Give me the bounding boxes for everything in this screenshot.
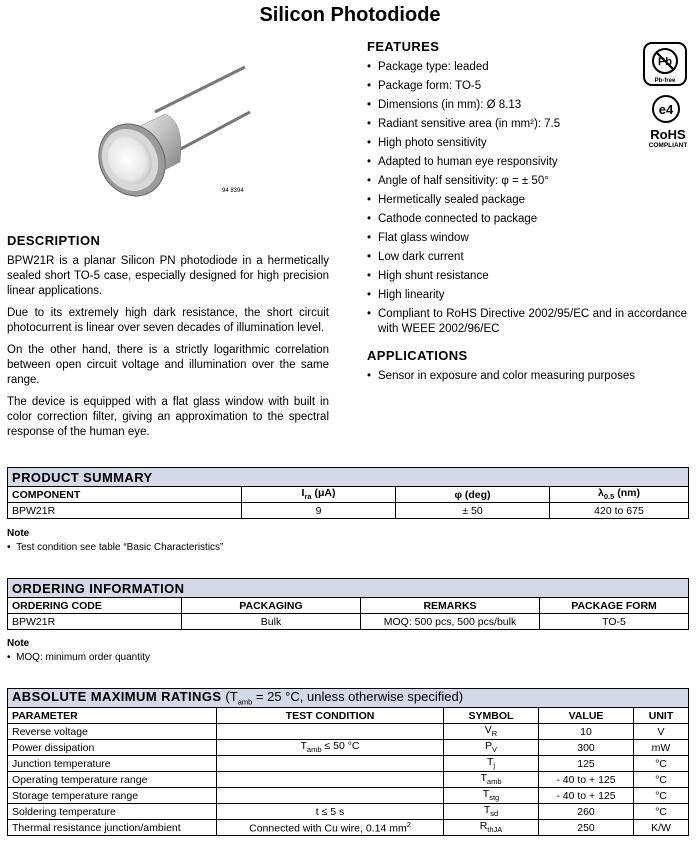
column-header: $\lambda_{0.5}$ (nm) xyxy=(550,487,689,503)
unit-cell: V xyxy=(634,724,689,740)
condition-cell: Connected with Cu wire, 0.14 $mm^2$ xyxy=(217,820,444,836)
column-header: $I_{ra}$ (μA) xyxy=(242,487,396,503)
description-paragraph: On the other hand, there is a strictly logarithmic correlation between open circuit voltage and illumination over the same range. xyxy=(7,344,329,386)
table-cell: Bulk xyxy=(182,614,361,630)
symbol-cell: $T_{stg}$ xyxy=(444,788,539,804)
table-cell: MOQ: 500 pcs, 500 pcs/bulk xyxy=(361,614,540,630)
table-cell: BPW21R xyxy=(8,614,182,630)
condition-cell xyxy=(217,756,444,772)
symbol-cell: $T_{sd}$ xyxy=(444,804,539,820)
absolute-max-ratings-table xyxy=(7,688,689,836)
value-cell: - 40 to + 125 xyxy=(539,788,634,804)
feature-item: • Hermetically sealed package xyxy=(367,193,687,208)
column-header: COMPONENT xyxy=(8,487,242,503)
product-summary-note xyxy=(7,527,223,555)
description-heading: DESCRIPTION xyxy=(7,233,101,248)
e4-logo xyxy=(651,94,681,124)
unit-cell: °C xyxy=(634,788,689,804)
unit-cell: K/W xyxy=(634,820,689,836)
column-header: REMARKS xyxy=(361,598,540,614)
rohs-text: RoHS xyxy=(650,127,686,142)
param-cell: Junction temperature xyxy=(8,756,217,772)
note-title: Note xyxy=(7,528,30,539)
unit-cell: °C xyxy=(634,772,689,788)
amr-caption-condition: ($T_{amb} = 25$ °C, unless otherwise specified) xyxy=(225,689,464,707)
pb-free-logo xyxy=(643,42,687,86)
feature-item: • Flat glass window xyxy=(367,231,687,246)
description-section xyxy=(7,233,329,447)
symbol-cell: $P_V$ xyxy=(444,740,539,756)
condition-cell xyxy=(217,724,444,740)
symbol-cell: $T_j$ xyxy=(444,756,539,772)
table-cell: ± 50 xyxy=(396,503,550,519)
feature-item: • Cathode connected to package xyxy=(367,212,687,227)
description-paragraph: The device is equipped with a flat glass window with built in color correction filter, giving an approximation to the spectral response of the human eye. xyxy=(7,396,329,438)
symbol-cell: $V_R$ xyxy=(444,724,539,740)
image-code: 94 8394 xyxy=(222,188,244,194)
rohs-compliant-text: COMPLIANT xyxy=(648,142,688,149)
value-cell: 10 xyxy=(539,724,634,740)
note-text: Test condition see table “Basic Characteristics” xyxy=(16,542,224,553)
feature-item: • Compliant to RoHS Directive 2002/95/EC and in accordance with WEEE 2002/96/EC xyxy=(367,307,687,337)
rohs-logo xyxy=(643,127,693,149)
ordering-table xyxy=(7,578,689,630)
column-header: UNIT xyxy=(634,708,689,724)
param-cell: Soldering temperature xyxy=(8,804,217,820)
pb-logo-text: Pb xyxy=(657,56,673,68)
application-item: • Sensor in exposure and color measuring purposes xyxy=(367,369,687,384)
condition-cell: t ≤ 5 s xyxy=(217,804,444,820)
table-row xyxy=(8,756,689,772)
condition-cell xyxy=(217,772,444,788)
table-cell: TO-5 xyxy=(540,614,689,630)
feature-item: • Dimensions (in mm): Ø 8.13 xyxy=(367,98,687,113)
table-cell: 9 xyxy=(242,503,396,519)
amr-caption xyxy=(8,689,689,708)
table-row xyxy=(8,788,689,804)
photodiode-image xyxy=(60,52,290,212)
param-cell: Thermal resistance junction/ambient xyxy=(8,820,217,836)
features-heading: FEATURES xyxy=(367,39,440,54)
param-cell: Power dissipation xyxy=(8,740,217,756)
unit-cell: °C xyxy=(634,804,689,820)
feature-item: • Low dark current xyxy=(367,250,687,265)
param-cell: Reverse voltage xyxy=(8,724,217,740)
column-header: TEST CONDITION xyxy=(217,708,444,724)
feature-item: • High shunt resistance xyxy=(367,269,687,284)
condition-cell xyxy=(217,788,444,804)
note-title: Note xyxy=(7,638,30,649)
column-header: VALUE xyxy=(539,708,634,724)
page-title: Silicon Photodiode xyxy=(259,4,441,26)
table-cell: BPW21R xyxy=(8,503,242,519)
table-row xyxy=(8,820,689,836)
unit-cell: mW xyxy=(634,740,689,756)
value-cell: 260 xyxy=(539,804,634,820)
feature-item: • Package type: leaded xyxy=(367,60,687,75)
column-header: PACKAGING xyxy=(182,598,361,614)
param-cell: Storage temperature range xyxy=(8,788,217,804)
param-cell: Operating temperature range xyxy=(8,772,217,788)
feature-item: • Adapted to human eye responsivity xyxy=(367,155,687,170)
note-text: MOQ: minimum order quantity xyxy=(16,652,150,663)
value-cell: 125 xyxy=(539,756,634,772)
condition-cell: $T_{amb} \le 50$ °C xyxy=(217,740,444,756)
symbol-cell: $T_{amb}$ xyxy=(444,772,539,788)
feature-item: • Radiant sensitive area (in mm²): 7.5 xyxy=(367,117,687,132)
applications-heading: APPLICATIONS xyxy=(367,348,468,363)
table-row xyxy=(8,804,689,820)
feature-item: • Package form: TO-5 xyxy=(367,79,687,94)
feature-item: • High linearity xyxy=(367,288,687,303)
bullet: • xyxy=(7,652,17,663)
column-header: PACKAGE FORM xyxy=(540,598,689,614)
table-row xyxy=(8,772,689,788)
symbol-cell: $R_{thJA}$ xyxy=(444,820,539,836)
ordering-caption: ORDERING INFORMATION xyxy=(8,579,689,598)
table-row xyxy=(8,740,689,756)
column-header: PARAMETER xyxy=(8,708,217,724)
e4-text: e4 xyxy=(658,102,674,117)
description-paragraph: Due to its extremely high dark resistance, the short circuit photocurrent is linear over seven decades of illumination level. xyxy=(7,307,329,334)
product-summary-table xyxy=(7,467,689,519)
column-header: SYMBOL xyxy=(444,708,539,724)
table-cell: 420 to 675 xyxy=(550,503,689,519)
description-paragraph: BPW21R is a planar Silicon PN photodiode in a hermetically sealed short TO-5 case, especially designed for high precision linear applications. xyxy=(7,255,329,297)
column-header: ORDERING CODE xyxy=(8,598,182,614)
feature-item: • Angle of half sensitivity: φ = ± 50° xyxy=(367,174,687,189)
column-header: φ (deg) xyxy=(396,487,550,503)
unit-cell: °C xyxy=(634,756,689,772)
feature-item: • High photo sensitivity xyxy=(367,136,687,151)
features-section xyxy=(367,39,687,341)
applications-section xyxy=(367,348,687,384)
pb-free-text: Pb-free xyxy=(654,78,676,84)
value-cell: - 40 to + 125 xyxy=(539,772,634,788)
bullet: • xyxy=(7,542,17,553)
ordering-note xyxy=(7,637,150,665)
value-cell: 250 xyxy=(539,820,634,836)
amr-caption-title: ABSOLUTE MAXIMUM RATINGS xyxy=(12,689,222,705)
product-summary-caption: PRODUCT SUMMARY xyxy=(8,468,689,487)
value-cell: 300 xyxy=(539,740,634,756)
table-row xyxy=(8,724,689,740)
